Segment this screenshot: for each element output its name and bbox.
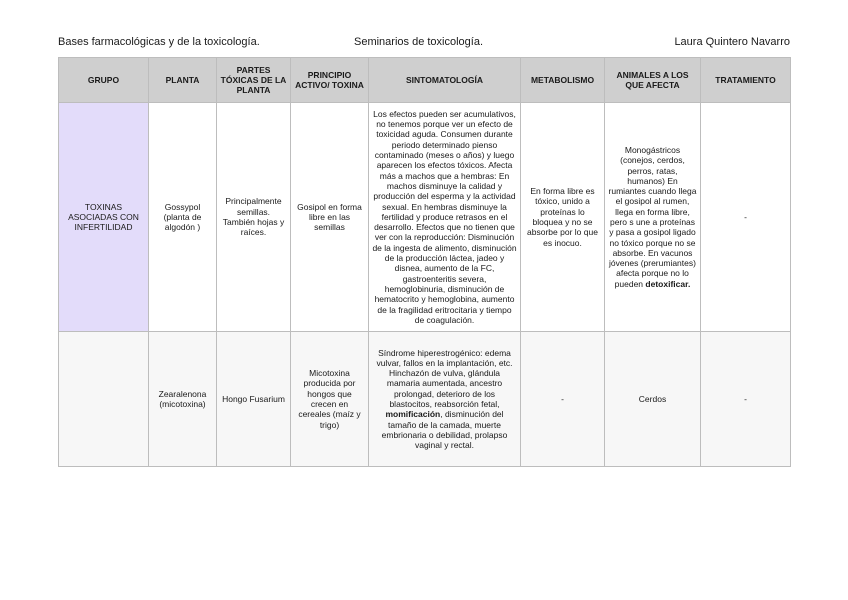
cell-principio: Gosipol en forma libre en las semillas — [291, 103, 369, 332]
sintomatologia-bold-text: momificación — [385, 409, 441, 420]
cell-sintomatologia: Los efectos pueden ser acumulativos, no tenemos porque ver un efecto de toxicidad aguda. Consumen durante periodo determinado pienso contaminado (meses o años) y luego aparecen los efectos tóxicos. Afecta más a machos que a hembras: En machos disminuye la calidad y producción del esperma y la actividad sexual. En hembras disminuye la fertilidad y produce retrasos en el desarrollo. Efectos que no tienen que ver con la reproducción: Disminución de la ingesta de alimento, disminución de la producción láctea, jadeo y disnea, aumento de la FC, gastroenteritis severa, hemoglobinuria, disminución de hematocrito y hemoglobina, aumento de la fragilidad eritrocitaria y tiempo de coagulación. — [369, 103, 521, 332]
cell-grupo — [59, 332, 149, 467]
animales-bold-text: detoxificar. — [645, 278, 691, 289]
header-row — [59, 58, 791, 103]
cell-tratamiento: - — [701, 103, 791, 332]
table-row — [59, 332, 791, 467]
cell-metabolismo: - — [521, 332, 605, 467]
col-header-sintomatologia: SINTOMATOLOGÍA — [369, 58, 521, 103]
cell-principio: Micotoxina producida por hongos que crecen en cereales (maíz y trigo) — [291, 332, 369, 467]
table-row — [59, 103, 791, 332]
col-header-grupo: GRUPO — [59, 58, 149, 103]
cell-partes: Principalmente semillas. También hojas y raíces. — [217, 103, 291, 332]
cell-partes: Hongo Fusarium — [217, 332, 291, 467]
col-header-principio: PRINCIPIO ACTIVO/ TOXINA — [291, 58, 369, 103]
sintomatologia-text-a: Síndrome hiperestrogénico: edema vulvar, fallos en la implantación, etc. Hinchazón de vulva, glándula mamaria aumentada, ancestro prolongad, deterioro de los blastocitos, reabsorción fetal, — [376, 347, 513, 409]
seminar-title: Seminarios de toxicología. — [354, 36, 484, 48]
col-header-metabolismo: METABOLISMO — [521, 58, 605, 103]
cell-planta: Gossypol (planta de algodón ) — [149, 103, 217, 332]
animales-text: Monogástricos (conejos, cerdos, perros, ratas, humanos) En rumiantes cuando llega el gosipol al rumen, llega en forma libre, pero s une a proteínas y pasa a gosipol ligado no tóxico porque no se absorbe. En vacunos jóvenes (prerumiantes) afecta porque no lo pueden — [608, 144, 697, 289]
col-header-partes: PARTES TÓXICAS DE LA PLANTA — [217, 58, 291, 103]
cell-metabolismo: En forma libre es tóxico, unido a proteínas lo bloquea y no se absorbe por lo que es inocuo. — [521, 103, 605, 332]
cell-tratamiento: - — [701, 332, 791, 467]
col-header-animales: ANIMALES A LOS QUE AFECTA — [605, 58, 701, 103]
cell-planta: Zearalenona (micotoxina) — [149, 332, 217, 467]
course-title: Bases farmacológicas y de la toxicología. — [58, 36, 260, 48]
col-header-tratamiento: TRATAMIENTO — [701, 58, 791, 103]
toxicology-table — [58, 57, 791, 467]
col-header-planta: PLANTA — [149, 58, 217, 103]
cell-animales: Cerdos — [605, 332, 701, 467]
author-name: Laura Quintero Navarro — [674, 36, 790, 48]
cell-grupo: TOXINAS ASOCIADAS CON INFERTILIDAD — [59, 103, 149, 332]
sintomatologia-text-b: , disminución del tamaño de la camada, muerte embrionaria o debilidad, prolapso vaginal y rectal. — [381, 409, 508, 451]
cell-sintomatologia — [369, 332, 521, 467]
cell-animales — [605, 103, 701, 332]
page-header — [58, 36, 790, 52]
